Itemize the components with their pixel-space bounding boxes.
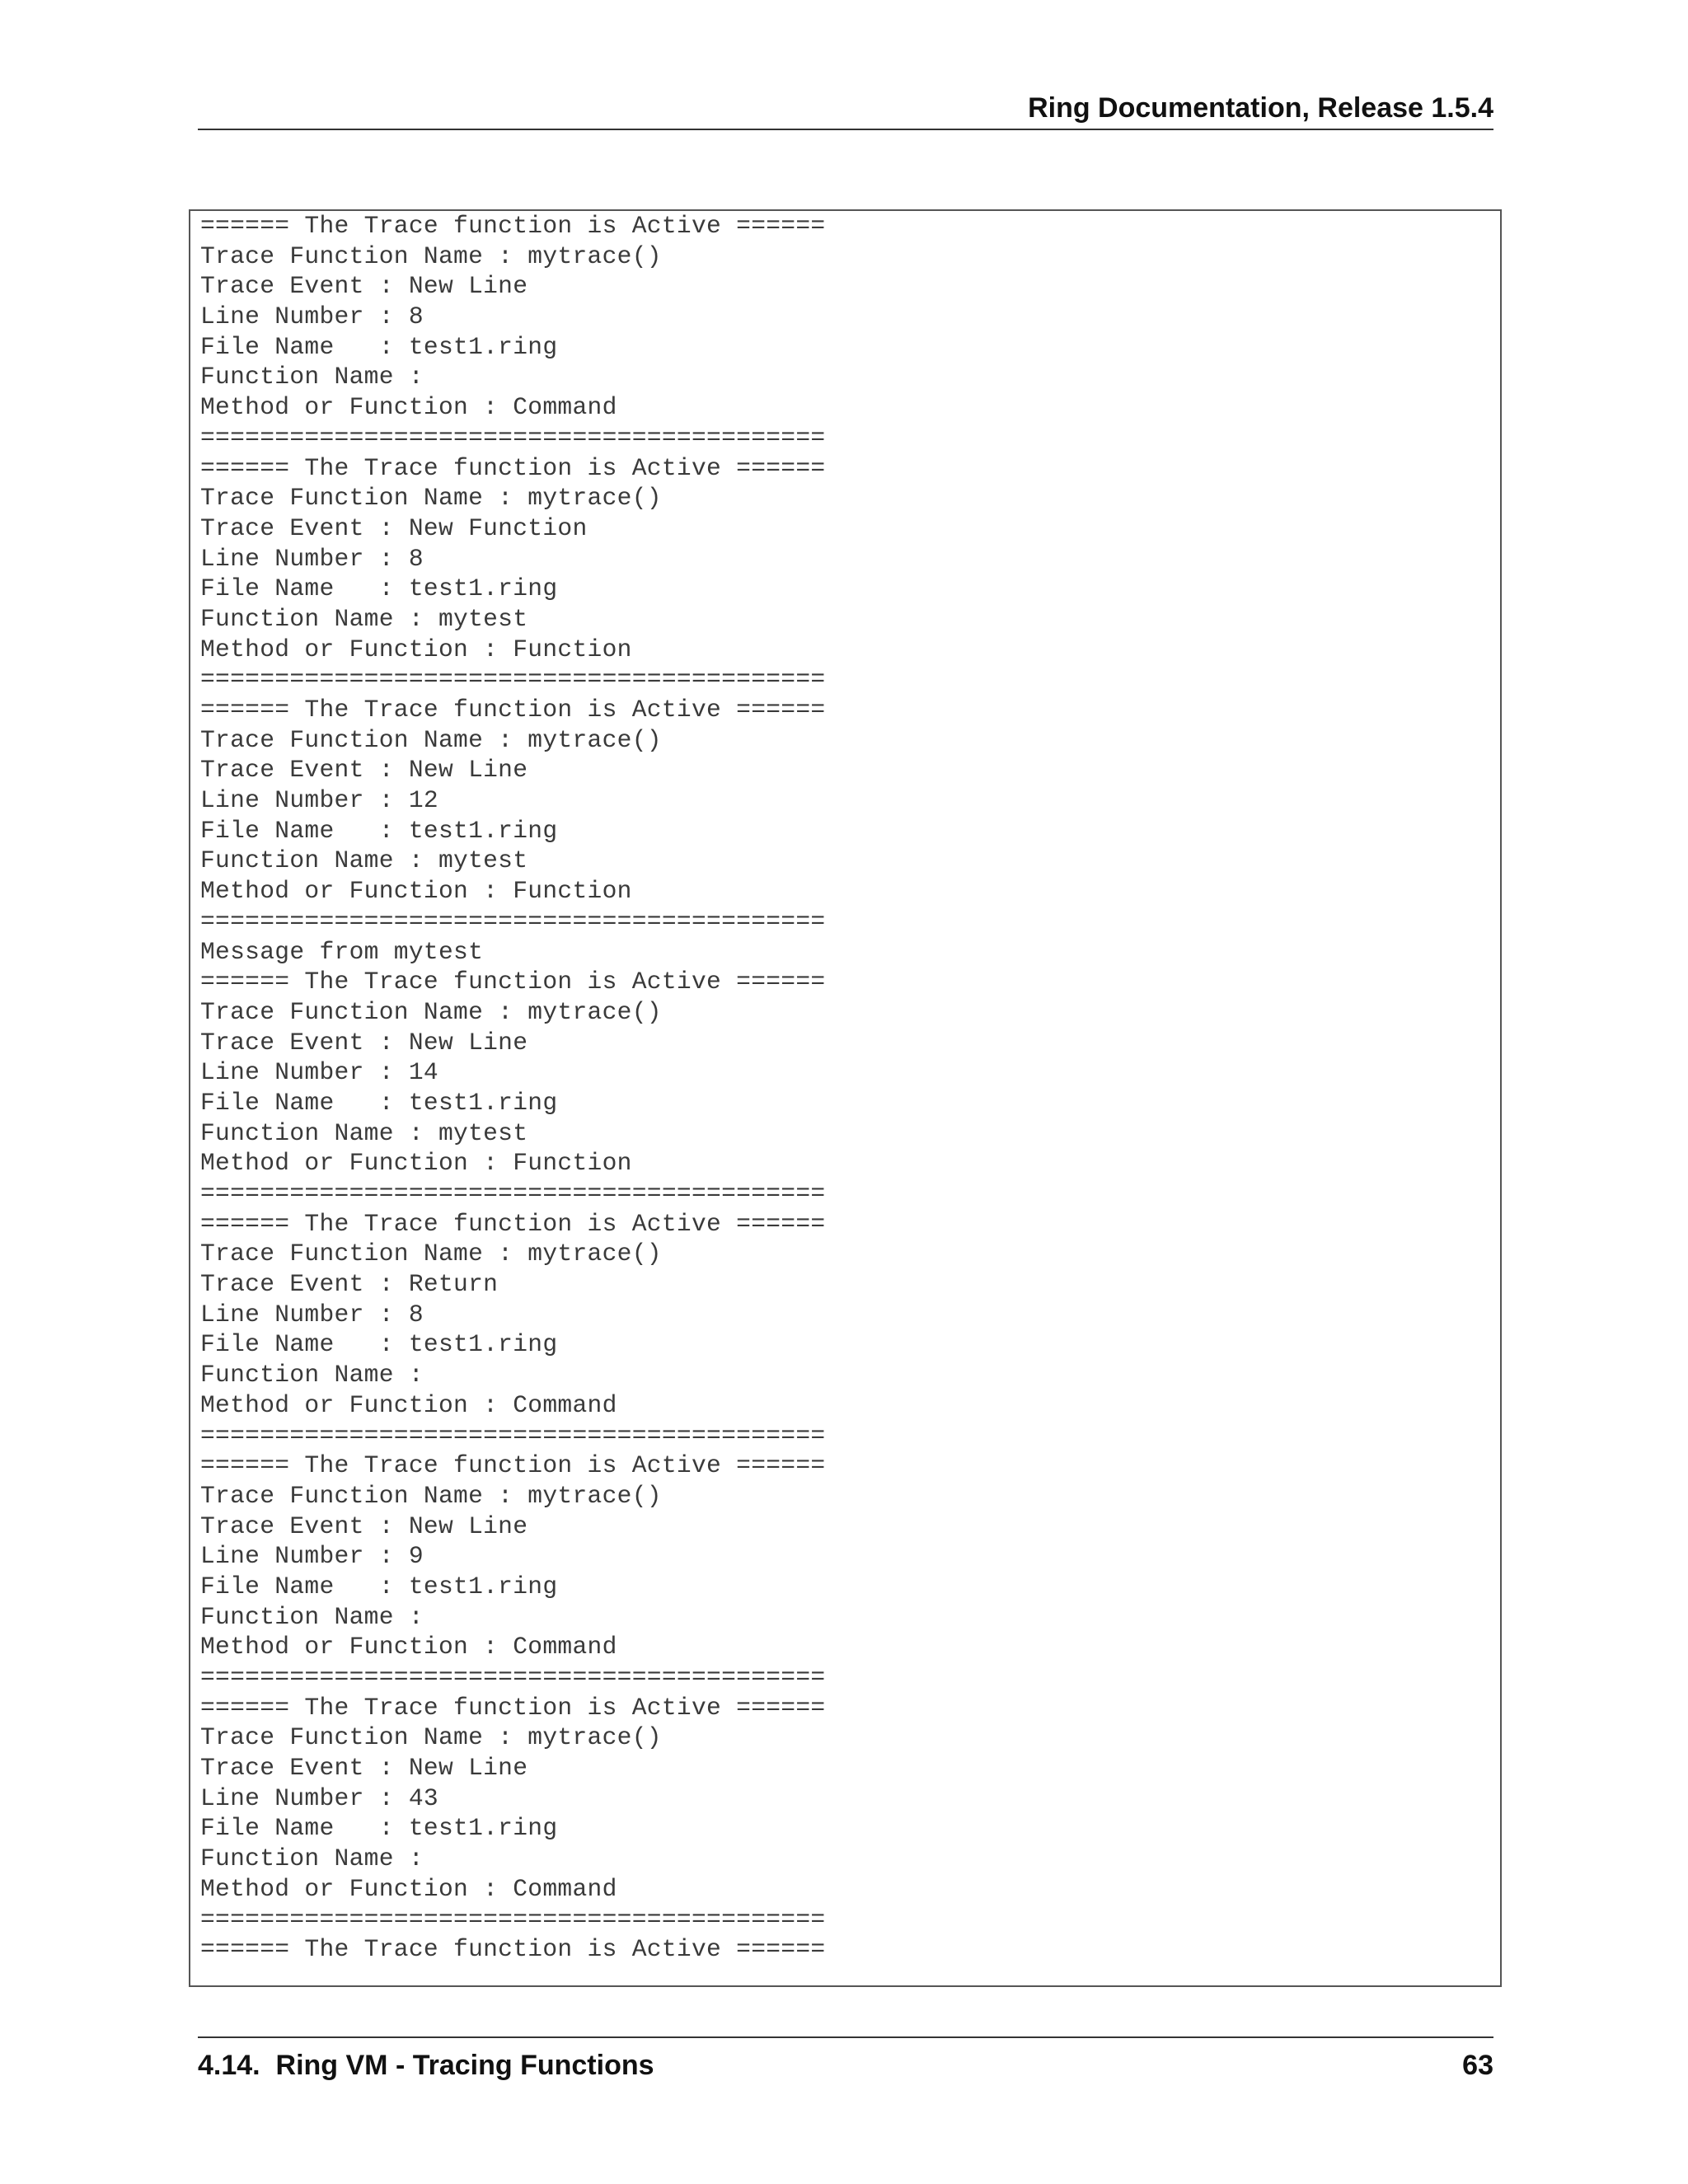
code-line: Line Number : 43 [200,1783,438,1812]
code-line: Method or Function : Function [200,877,632,906]
code-line: ====== The Trace function is Active ====== [200,453,826,482]
code-line: ========================================== [200,665,826,694]
code-line: ========================================== [200,423,826,452]
code-line: Method or Function : Command [200,393,617,422]
code-line: Trace Function Name : mytrace() [200,484,662,513]
code-line: File Name : test1.ring [200,332,558,361]
code-line: ====== The Trace function is Active ====== [200,1451,826,1480]
code-line: ========================================== [200,1179,826,1207]
code-line: ====== The Trace function is Active ====== [200,1209,826,1238]
code-line: Trace Function Name : mytrace() [200,1723,662,1752]
code-line: Function Name : [200,1844,424,1873]
code-line: Line Number : 8 [200,1300,424,1329]
code-line: Line Number : 9 [200,1542,424,1571]
code-line: Method or Function : Function [200,1149,632,1178]
code-line: ====== The Trace function is Active ====== [200,696,826,724]
code-line: Method or Function : Command [200,1633,617,1661]
code-line: Function Name : mytest [200,846,528,875]
code-line: Function Name : mytest [200,1118,528,1147]
code-line: Function Name : [200,363,424,391]
code-line: ========================================== [200,1905,826,1933]
code-line: Trace Event : New Line [200,1028,528,1057]
code-line: Trace Event : New Line [200,1511,528,1540]
code-line: Trace Function Name : mytrace() [200,1240,662,1268]
code-line: ========================================== [200,1663,826,1691]
code-line: ====== The Trace function is Active ====== [200,1935,826,1964]
code-line: Trace Event : New Function [200,513,588,542]
code-line: Trace Function Name : mytrace() [200,1481,662,1510]
code-line: File Name : test1.ring [200,1088,558,1117]
code-line: ====== The Trace function is Active ====== [200,968,826,996]
code-line: Function Name : [200,1602,424,1631]
section-title: 4.14. Ring VM - Tracing Functions [198,2050,654,2081]
code-line: File Name : test1.ring [200,1330,558,1359]
code-line: Trace Function Name : mytrace() [200,725,662,754]
code-line: ====== The Trace function is Active ====== [200,1693,826,1722]
code-line: Trace Event : New Line [200,756,528,785]
code-line: Line Number : 8 [200,302,424,331]
page-footer [198,2036,1493,2081]
code-line: Function Name : [200,1361,424,1390]
code-line: Trace Event : New Line [200,1754,528,1783]
code-block [189,209,1502,1987]
code-line: Trace Function Name : mytrace() [200,241,662,270]
code-line: Line Number : 14 [200,1058,438,1087]
code-line: ========================================== [200,1421,826,1450]
code-line: Trace Event : Return [200,1270,499,1299]
code-lines [200,211,825,1965]
page-number: 63 [1462,2050,1493,2081]
code-line: Trace Function Name : mytrace() [200,997,662,1026]
document-title: Ring Documentation, Release 1.5.4 [1028,92,1493,124]
code-line: Line Number : 12 [200,786,438,815]
code-line: Trace Event : New Line [200,272,528,301]
code-line: File Name : test1.ring [200,1572,558,1601]
code-line: ====== The Trace function is Active ====== [200,212,826,240]
code-line: Function Name : mytest [200,604,528,633]
code-line: File Name : test1.ring [200,574,558,603]
page-header [198,87,1493,130]
code-line: Method or Function : Command [200,1390,617,1419]
code-line: Message from mytest [200,937,484,966]
code-line: ========================================== [200,907,826,935]
code-line: Method or Function : Function [200,635,632,663]
code-line: File Name : test1.ring [200,816,558,845]
code-line: Method or Function : Command [200,1874,617,1903]
code-line: File Name : test1.ring [200,1814,558,1843]
code-line: Line Number : 8 [200,544,424,573]
